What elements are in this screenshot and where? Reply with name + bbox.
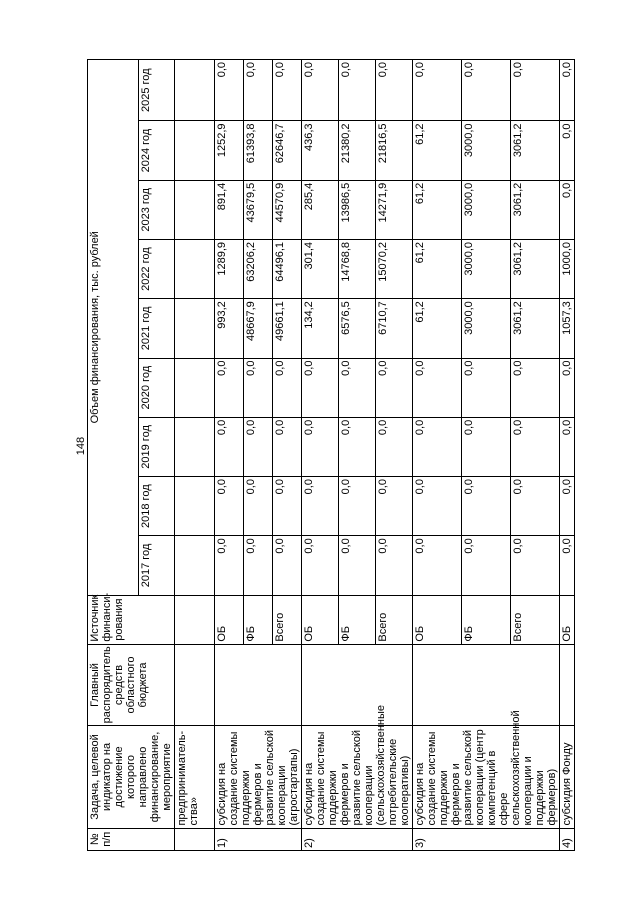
- value-cell: 0,0: [376, 60, 413, 121]
- value-cell: 0,0: [376, 417, 413, 476]
- value-cell: 64496,1: [273, 239, 302, 298]
- value-cell: 21380,2: [339, 121, 376, 180]
- value-cell: 6710,7: [376, 299, 413, 358]
- source-cell: ФБ: [244, 595, 273, 644]
- value-cell: 0,0: [462, 477, 511, 536]
- measure-description: субсидия на создание системы поддержки фермеров и развитие сельской кооперации (агростартапы): [215, 726, 302, 828]
- value-cell: 43679,5: [244, 180, 273, 239]
- value-cell: 891,4: [215, 180, 244, 239]
- value-cell: 0,0: [302, 358, 339, 417]
- col-num-header: № п/п: [88, 828, 175, 850]
- value-cell: 0,0: [215, 477, 244, 536]
- value-cell: 0,0: [273, 417, 302, 476]
- year-header: 2017 год: [139, 536, 175, 595]
- value-cell: 301,4: [302, 239, 339, 298]
- value-cell: 0,0: [302, 536, 339, 595]
- carry-row: [175, 60, 215, 851]
- source-cell: ОБ: [215, 595, 244, 644]
- value-cell: 0,0: [244, 358, 273, 417]
- value-cell: 0,0: [511, 536, 560, 595]
- manager-cell: [560, 644, 575, 726]
- value-cell: 0,0: [339, 477, 376, 536]
- value-cell: 0,0: [462, 417, 511, 476]
- value-cell: 3061,2: [511, 299, 560, 358]
- col-manager-header: Главный распорядитель средств областного бюджета: [88, 644, 175, 726]
- table-row: [560, 60, 575, 851]
- value-cell: 63206,2: [244, 239, 273, 298]
- value-cell: 61,2: [413, 180, 462, 239]
- value-cell: 48667,9: [244, 299, 273, 358]
- value-cell: 3061,2: [511, 239, 560, 298]
- value-cell: 0,0: [413, 417, 462, 476]
- value-cell: 0,0: [302, 477, 339, 536]
- value-cell: 0,0: [339, 417, 376, 476]
- year-header: 2023 год: [139, 180, 175, 239]
- value-cell: 0,0: [273, 358, 302, 417]
- value-cell: 0,0: [244, 417, 273, 476]
- value-cell: 14768,8: [339, 239, 376, 298]
- value-cell: 3061,2: [511, 180, 560, 239]
- year-header: 2025 год: [139, 60, 175, 121]
- manager-cell: [302, 644, 413, 726]
- year-header: 2019 год: [139, 417, 175, 476]
- value-cell: 3000,0: [462, 239, 511, 298]
- value-cell: 0,0: [560, 358, 575, 417]
- value-cell: 0,0: [215, 417, 244, 476]
- value-cell: 0,0: [511, 477, 560, 536]
- value-cell: 1057,3: [560, 299, 575, 358]
- value-cell: 0,0: [376, 536, 413, 595]
- value-cell: 61,2: [413, 239, 462, 298]
- value-cell: 61,2: [413, 121, 462, 180]
- col-source-header: Источник финанси-рования: [88, 595, 175, 644]
- measure-description: субсидия на создание системы поддержки фермеров и развитие сельской кооперации (сельскохозяйственные потребительские кооперативы): [302, 726, 413, 828]
- value-cell: 0,0: [462, 358, 511, 417]
- year-header: 2018 год: [139, 477, 175, 536]
- carry-text: предприниматель-ства»: [175, 726, 215, 828]
- value-cell: 0,0: [376, 358, 413, 417]
- value-cell: 0,0: [302, 417, 339, 476]
- value-cell: 3000,0: [462, 180, 511, 239]
- value-cell: 134,2: [302, 299, 339, 358]
- value-cell: 0,0: [413, 536, 462, 595]
- table-row: [302, 60, 339, 851]
- col-task-header: Задача, целевой индикатор на достижение которого направлено финансирование, мероприятие: [88, 726, 175, 828]
- value-cell: 0,0: [560, 536, 575, 595]
- source-cell: ОБ: [302, 595, 339, 644]
- value-cell: 6576,5: [339, 299, 376, 358]
- rotated-page: [87, 59, 622, 851]
- value-cell: 3000,0: [462, 299, 511, 358]
- value-cell: 0,0: [560, 477, 575, 536]
- value-cell: 0,0: [215, 60, 244, 121]
- measure-description: субсидия на создание системы поддержки фермеров и развитие сельской кооперации (центр компетенций в сфере сельскохозяйственной кооперации и поддержки фермеров): [413, 726, 560, 828]
- value-cell: 0,0: [215, 536, 244, 595]
- measure-description: субсидия Фонду: [560, 726, 575, 828]
- year-header: 2024 год: [139, 121, 175, 180]
- value-cell: 0,0: [511, 60, 560, 121]
- source-cell: Всего: [511, 595, 560, 644]
- row-number: 1): [215, 828, 302, 850]
- value-cell: 0,0: [560, 180, 575, 239]
- value-cell: 436,3: [302, 121, 339, 180]
- source-cell: ФБ: [339, 595, 376, 644]
- year-header: 2020 год: [139, 358, 175, 417]
- value-cell: 0,0: [376, 477, 413, 536]
- value-cell: 0,0: [215, 358, 244, 417]
- value-cell: 62646,7: [273, 121, 302, 180]
- value-cell: 49661,1: [273, 299, 302, 358]
- value-cell: 993,2: [215, 299, 244, 358]
- table-row: [215, 60, 244, 851]
- value-cell: 13986,5: [339, 180, 376, 239]
- manager-cell: [215, 644, 302, 726]
- value-cell: 0,0: [413, 60, 462, 121]
- source-cell: Всего: [376, 595, 413, 644]
- source-cell: ОБ: [560, 595, 575, 644]
- value-cell: 0,0: [273, 477, 302, 536]
- value-cell: 61,2: [413, 299, 462, 358]
- value-cell: 0,0: [339, 358, 376, 417]
- value-cell: 0,0: [273, 536, 302, 595]
- value-cell: 21816,5: [376, 121, 413, 180]
- value-cell: 0,0: [560, 417, 575, 476]
- value-cell: 15070,2: [376, 239, 413, 298]
- page-number: 148: [75, 436, 87, 456]
- source-cell: Всего: [273, 595, 302, 644]
- value-cell: 0,0: [413, 358, 462, 417]
- row-number: 3): [413, 828, 560, 850]
- year-header: 2022 год: [139, 239, 175, 298]
- value-cell: 44570,9: [273, 180, 302, 239]
- value-cell: 0,0: [511, 358, 560, 417]
- source-cell: ФБ: [462, 595, 511, 644]
- value-cell: 0,0: [560, 60, 575, 121]
- value-cell: 0,0: [339, 60, 376, 121]
- value-cell: 0,0: [244, 477, 273, 536]
- value-cell: 0,0: [462, 536, 511, 595]
- value-cell: 3000,0: [462, 121, 511, 180]
- manager-cell: [413, 644, 560, 726]
- year-header: 2021 год: [139, 299, 175, 358]
- source-cell: ОБ: [413, 595, 462, 644]
- value-cell: 285,4: [302, 180, 339, 239]
- value-cell: 1289,9: [215, 239, 244, 298]
- financing-table: [87, 59, 575, 851]
- value-cell: 0,0: [302, 60, 339, 121]
- value-cell: 0,0: [413, 477, 462, 536]
- row-number: 4): [560, 828, 575, 850]
- value-cell: 0,0: [462, 60, 511, 121]
- value-cell: 1252,9: [215, 121, 244, 180]
- value-cell: 0,0: [560, 121, 575, 180]
- value-cell: 61393,8: [244, 121, 273, 180]
- value-cell: 1000,0: [560, 239, 575, 298]
- volume-header: Объем финансирования, тыс. рублей: [88, 60, 139, 596]
- value-cell: 0,0: [244, 536, 273, 595]
- value-cell: 0,0: [273, 60, 302, 121]
- value-cell: 0,0: [511, 417, 560, 476]
- row-number: 2): [302, 828, 413, 850]
- value-cell: 0,0: [244, 60, 273, 121]
- value-cell: 3061,2: [511, 121, 560, 180]
- value-cell: 14271,9: [376, 180, 413, 239]
- value-cell: 0,0: [339, 536, 376, 595]
- table-row: [413, 60, 462, 851]
